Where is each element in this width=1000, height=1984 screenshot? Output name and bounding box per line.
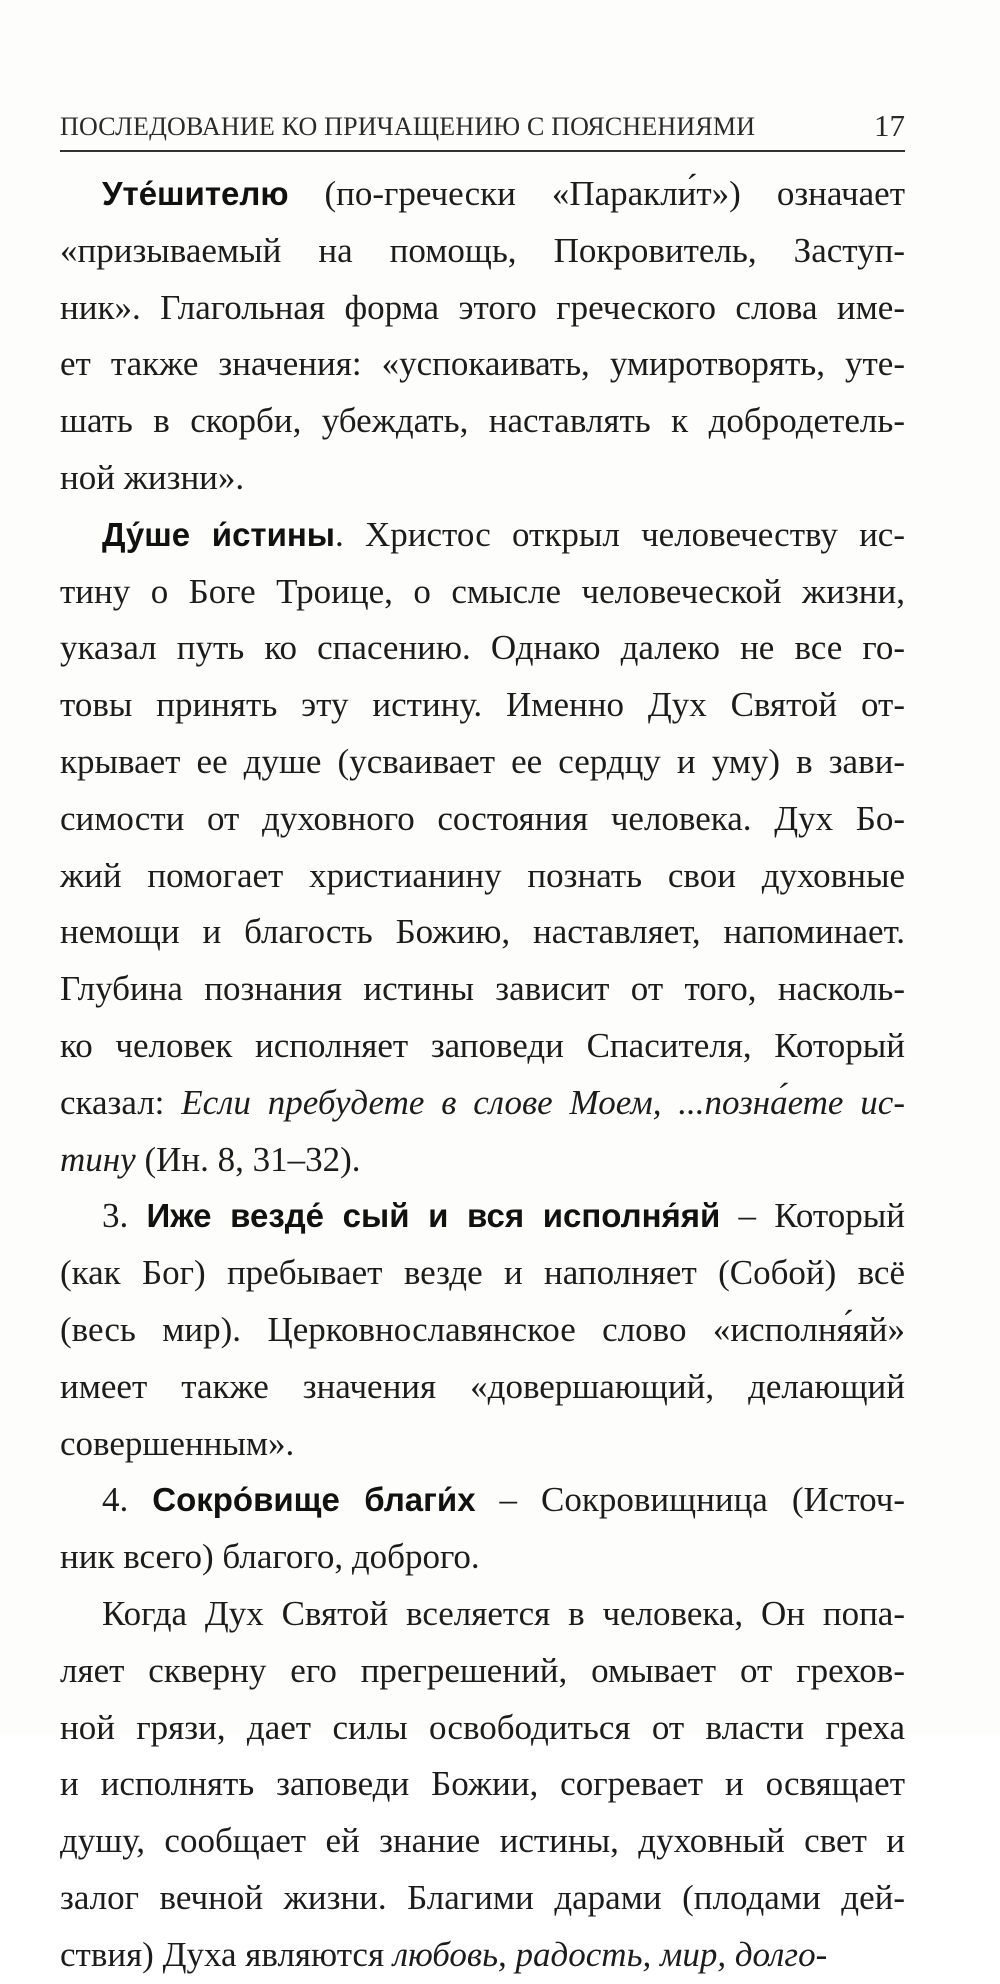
text-line	[60, 1700, 905, 1757]
text-run: крывает ее душе (усваивает ее сердцу и уму) в зави-	[60, 741, 905, 781]
text-line	[60, 1643, 905, 1700]
text-line	[60, 1472, 905, 1529]
text-line	[60, 1302, 905, 1359]
text-line	[60, 620, 905, 677]
body-text	[60, 166, 905, 1984]
text-line	[60, 1075, 905, 1132]
text-line	[60, 336, 905, 393]
text-line	[60, 166, 905, 223]
text-run: (как Бог) пребывает везде и наполняет (Собой) всё	[60, 1253, 905, 1293]
text-run: 4.	[102, 1480, 153, 1520]
text-run: симости от духовного состояния человека. Дух Бо-	[60, 798, 905, 838]
text-run: ствия) Духа являются	[60, 1934, 393, 1974]
text-line	[60, 1927, 905, 1984]
text-run: немощи и благость Божию, наставляет, напоминает.	[60, 912, 905, 952]
text-run: (по-гречески «Паракли́т») означает	[288, 174, 905, 213]
text-run: Глубина познания истины зависит от того, насколь-	[60, 969, 905, 1009]
text-run: – Который	[720, 1196, 905, 1236]
paragraph	[60, 166, 905, 507]
running-header	[60, 108, 905, 152]
text-line	[60, 1813, 905, 1870]
text-run: шать в скорби, убеждать, наставлять к добродетель-	[60, 401, 905, 441]
text-line	[60, 848, 905, 905]
text-run: 3.	[102, 1196, 147, 1236]
text-line	[60, 1132, 905, 1189]
text-line	[60, 564, 905, 621]
text-run: совершенным».	[60, 1423, 295, 1463]
text-line	[60, 734, 905, 791]
text-run: ляет скверну его прегрешений, омывает от грехов-	[60, 1650, 905, 1690]
text-line	[60, 791, 905, 848]
text-run: имеет также значения «довершающий, делающий	[60, 1366, 905, 1406]
text-line	[60, 450, 905, 507]
running-header-title: ПОСЛЕДОВАНИЕ КО ПРИЧАЩЕНИЮ С ПОЯСНЕНИЯМИ	[60, 112, 756, 141]
text-run: товы принять эту истину. Именно Дух Святой от-	[60, 685, 905, 725]
scripture-quote: любовь, радость, мир, долго-	[392, 1934, 828, 1974]
text-run: ник». Глагольная форма этого греческого слова име-	[60, 287, 905, 327]
paragraph	[60, 1188, 905, 1472]
text-run: жий помогает христианину познать свои духовные	[60, 855, 905, 895]
text-line	[60, 1245, 905, 1302]
text-line	[60, 223, 905, 280]
text-line	[60, 961, 905, 1018]
text-line	[60, 1359, 905, 1416]
text-line	[60, 1586, 905, 1643]
paragraph	[60, 1472, 905, 1586]
text-run: залог вечной жизни. Благими дарами (плодами дей-	[60, 1877, 905, 1917]
text-run: тину о Боге Троице, о смысле человеческой жизни,	[60, 571, 905, 611]
text-line	[60, 1756, 905, 1813]
text-line	[60, 393, 905, 450]
text-run: и исполнять заповеди Божии, согревает и освящает	[60, 1764, 905, 1804]
text-run: (Ин. 8, 31–32).	[135, 1139, 361, 1179]
text-run: сказал:	[60, 1082, 182, 1122]
text-run: ник всего) благого, доброго.	[60, 1537, 480, 1577]
text-run: ет также значения: «успокаивать, умиротворять, уте-	[60, 344, 905, 384]
text-line	[60, 677, 905, 734]
text-run: Когда Дух Святой вселяется в человека, Он попа-	[102, 1593, 905, 1633]
scripture-quote: тину	[60, 1139, 136, 1179]
scripture-quote: Если пребудете в слове Моем, ...позна́ете ис-	[181, 1082, 905, 1122]
text-line	[60, 280, 905, 337]
glossary-term: Ду́ше и́стины	[102, 515, 335, 553]
text-run: ной жизни».	[60, 457, 245, 497]
text-line	[60, 1870, 905, 1927]
text-run: душу, сообщает ей знание истины, духовный свет и	[60, 1821, 905, 1861]
text-line	[60, 507, 905, 564]
text-line	[60, 1018, 905, 1075]
page-number: 17	[874, 108, 905, 143]
text-line	[60, 1188, 905, 1245]
text-run: . Христос открыл человечеству ис-	[335, 514, 906, 554]
glossary-term: Иже везде́ сый и вся исполня́яй	[146, 1197, 721, 1235]
text-line	[60, 904, 905, 961]
paragraph	[60, 507, 905, 1189]
text-run: – Сокровищница (Источ-	[475, 1480, 905, 1520]
text-run: (весь мир). Церковнославянское слово «исполня́яй»	[60, 1309, 905, 1349]
text-run: «призываемый на помощь, Покровитель, Заступ-	[60, 230, 905, 270]
header-rule	[60, 150, 905, 152]
text-run: указал путь ко спасению. Однако далеко не все го-	[60, 628, 905, 668]
text-line	[60, 1529, 905, 1586]
glossary-term: Сокро́вище благи́х	[152, 1481, 476, 1519]
paragraph	[60, 1586, 905, 1984]
text-run: ной грязи, дает силы освободиться от власти греха	[60, 1707, 905, 1747]
text-line	[60, 1416, 905, 1473]
text-run: ко человек исполняет заповеди Спасителя, Который	[60, 1025, 905, 1065]
glossary-term: Уте́шителю	[102, 175, 289, 212]
